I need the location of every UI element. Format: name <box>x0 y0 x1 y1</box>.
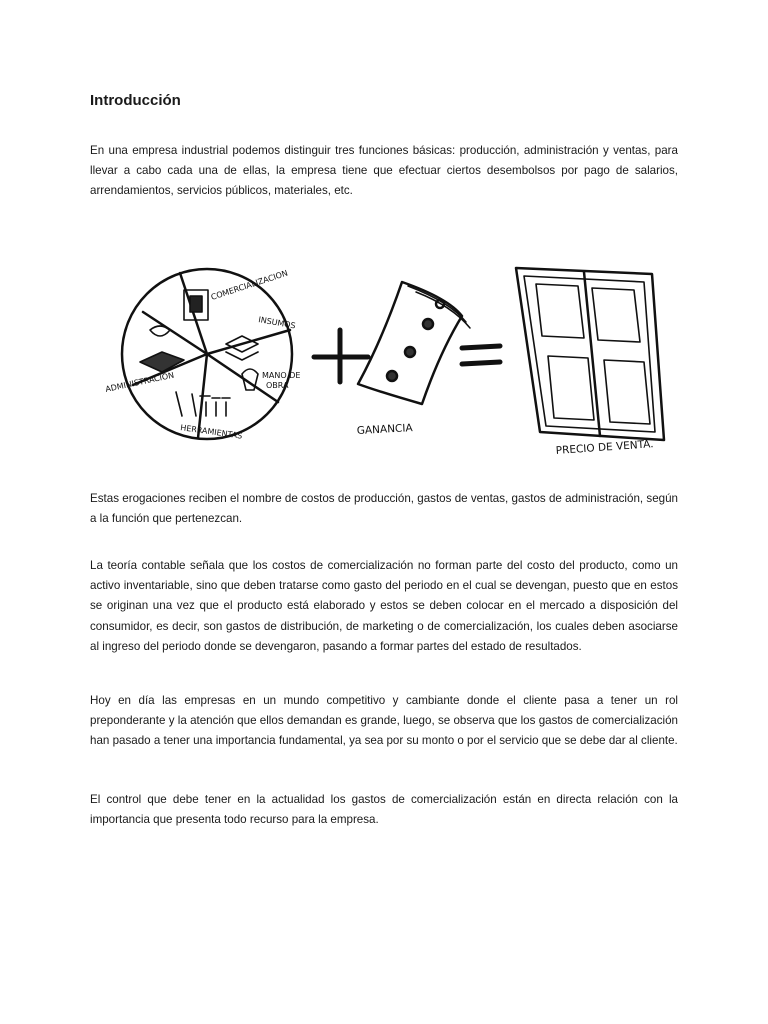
wheel-label-mano-de: MANO DE <box>262 371 301 380</box>
wheel-label-herramientas: HERRAMIENTAS <box>179 423 243 441</box>
cost-wheel <box>122 269 292 439</box>
cost-illustration <box>0 0 768 480</box>
wheel-label-comercializacion: COMERCIALIZACION <box>209 268 289 302</box>
money-bundle-icon <box>358 282 470 404</box>
paragraph-1: En una empresa industrial podemos distinguir tres funciones básicas: producción, administración y ventas, para llevar a cabo cada una de ellas, la empresa tiene que efectuar ciertos desembolsos por pago de salarios, arrendamientos, servicios públicos, materiales, etc. <box>90 144 678 198</box>
paragraph-3: La teoría contable señala que los costos de comercialización no forman parte del costo del producto, como un activo inventariable, sino que deben tratarse como gasto del periodo en el cual se devengan, puesto que en estos se originan una vez que el producto está elaborado y estos se deben colocar en el mercado a disposición del consumidor, es decir, son gastos de distribución, de marketing o de comercialización, los cuales deben asociarse al ingreso del periodo donde se devengaron, pasando a formar partes del estado de resultados. <box>90 559 678 653</box>
paragraph-4: Hoy en día las empresas en un mundo competitivo y cambiante donde el cliente pasa a tener un rol preponderante y la atención que ellos demandan es grande, luego, se observa que los gastos de comercialización han pasado a tener una importancia fundamental, ya sea por su monto o por el servicio que se debe dar al cliente. <box>90 694 678 748</box>
paragraph-2: Estas erogaciones reciben el nombre de costos de producción, gastos de ventas, gastos de administración, según a la función que pertenezcan. <box>90 492 678 526</box>
plus-icon <box>314 330 368 382</box>
precio-de-venta-label: PRECIO DE VENTA. <box>555 438 654 457</box>
equals-icon <box>462 346 500 364</box>
wheel-label-insumos: INSUMOS <box>257 315 297 331</box>
wheel-label-administracion: ADMINISTRACION <box>104 370 175 394</box>
paragraph-5: El control que debe tener en la actualidad los gastos de comercialización están en directa relación con la importancia que presenta todo recurso para la empresa. <box>90 793 678 827</box>
wheel-sketches-icon <box>140 290 258 416</box>
door-icon <box>516 268 664 440</box>
wheel-label-obra: OBRA <box>266 381 289 390</box>
page-title: Introducción <box>90 92 181 109</box>
ganancia-label: GANANCIA <box>356 422 413 437</box>
